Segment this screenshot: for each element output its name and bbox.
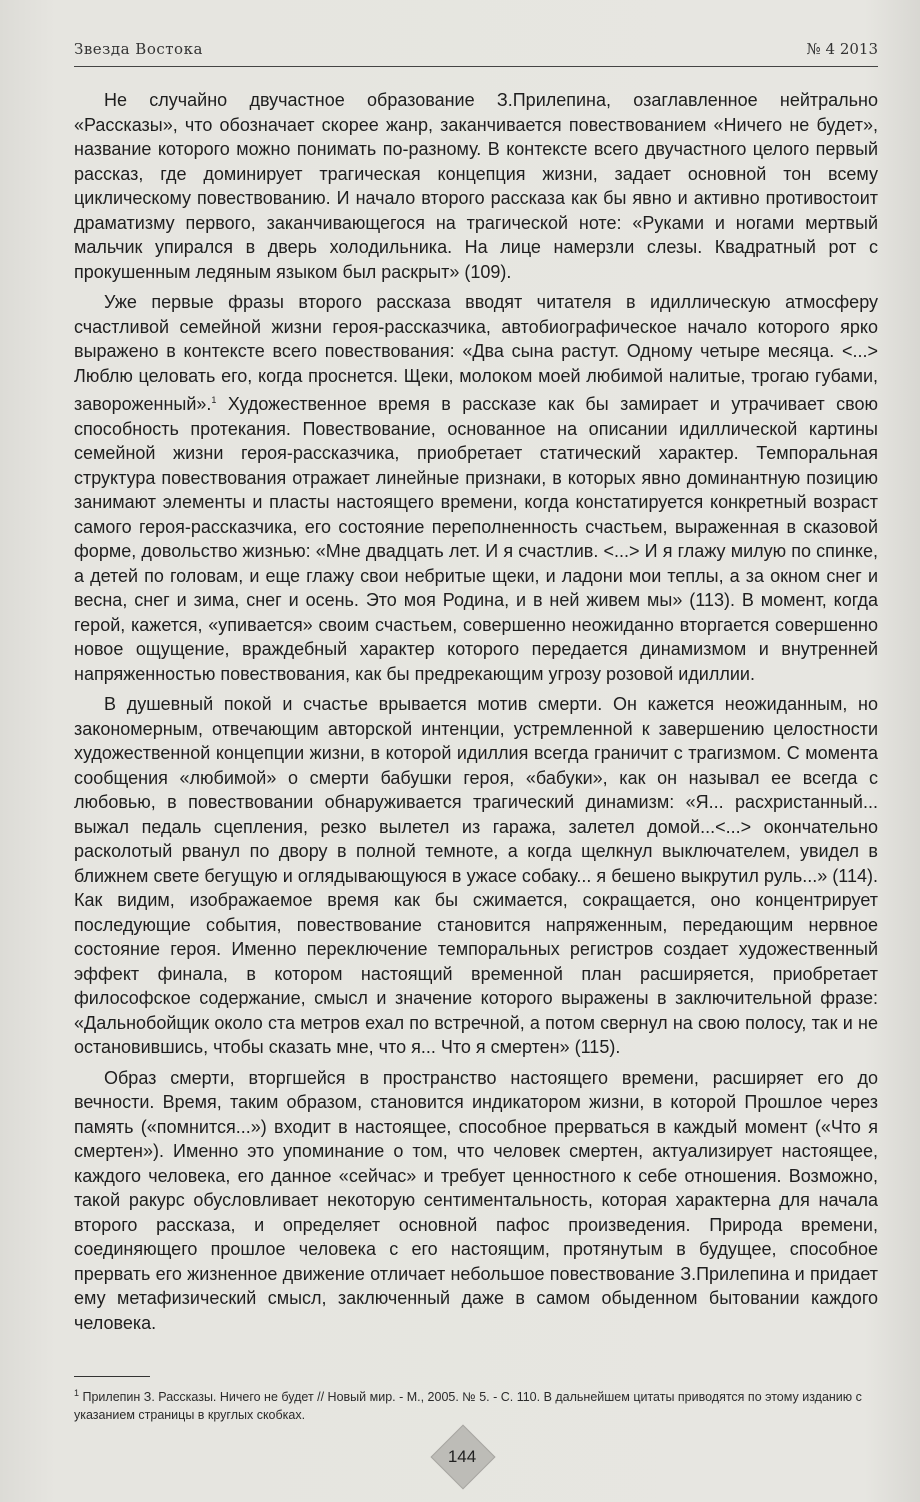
- running-header: [74, 38, 878, 67]
- footnote-reference: 1: [211, 395, 217, 405]
- paragraph: Не случайно двучастное образование З.Прилепина, озаглавленное нейтрально «Рассказы», что обозначает скорее жанр, заканчивается повествованием «Ничего не будет», название которого можно понимать по-разному. В контексте всего двучастного целого первый рассказ, где доминирует трагическая концепция жизни, задает основной тон всему циклическому повествованию. И начало второго рассказа как бы явно и активно противостоит драматизму первого, заканчивающегося на трагической ноте: «Руками и ногами мертвый мальчик упирался в дверь холодильника. На лице намерзли слезы. Квадратный рот с прокушенным ледяным языком был раскрыт» (109).: [74, 90, 878, 282]
- article-body: [74, 88, 878, 1341]
- footnote: [74, 1384, 878, 1424]
- paragraph: [74, 290, 878, 686]
- footnote-text: Прилепин З. Рассказы. Ничего не будет // Новый мир. - М., 2005. № 5. - С. 110. В дальнейшем цитаты приводятся по этому изданию с указанием страницы в круглых скобках.: [74, 1390, 862, 1423]
- journal-title: Звезда Востока: [74, 40, 203, 58]
- page-number: [433, 1438, 491, 1476]
- page-number-text: 144: [447, 1447, 477, 1466]
- paragraph-text: Художественное время в рассказе как бы замирает и утрачивает свою способность протекания. Повествование, основанное на описании идиллической картины семейной жизни героя-рассказчика, приобретает статический характер. Темпоральная структура повествования отражает линейные признаки, в которых явно доминантную позицию занимают элементы и пласты настоящего времени, когда констатируется конкретный возраст самого героя-рассказчика, его состояние переполненность счастьем, выраженная в сказовой форме, довольство жизнью: «Мне двадцать лет. И я счастлив. <...> И я глажу милую по спинке, а детей по головам, и еще глажу свои небритые щеки, и ладони мои теплы, а за окном снег и весна, снег и зима, снег и осень. Это моя Родина, и в ней живем мы» (113). В момент, когда герой, кажется, «упивается» своим счастьем, совершенно неожиданно вторгается совершенно новое ощущение, враждебный характер которого передается динамизмом и внутренней напряженностью повествования, как бы предрекающим угрозу розовой идиллии.: [74, 394, 878, 684]
- paragraph: Образ смерти, вторгшейся в пространство настоящего времени, расширяет его до вечности. Время, таким образом, становится индикатором жизни, в которой Прошлое через память («помнится...») входит в настоящее, способное прерваться в каждый момент («Что я смертен»). Именно это упоминание о том, что человек смертен, актуализирует настоящее, каждого человека, его данное «сейчас» и требует ценностного к себе отношения. Возможно, такой ракурс обусловливает некоторую сентиментальность, которая характерна для начала второго рассказа, и определяет основной пафос произведения. Природа времени, соединяющего прошлое человека с его настоящим, протянутым в будущее, способное прервать его жизненное движение отличает небольшое повествование З.Прилепина и придает ему метафизический смысл, заключенный даже в самом обыденном бытовании каждого человека.: [74, 1067, 878, 1333]
- footnote-divider: [74, 1376, 150, 1377]
- paragraph: В душевный покой и счастье врывается мотив смерти. Он кажется неожиданным, но закономерным, отвечающим авторской интенции, устремленной к завершению целостности художественной концепции жизни, в которой идиллия всегда граничит с трагизмом. С момента сообщения «любимой» о смерти бабушки героя, «бабуки», как он называл ее всегда с любовью, в повествовании обнаруживается трагический динамизм: «Я... расхристанный... выжал педаль сцепления, резко вылетел из гаража, залетел домой...<...> окончательно расколотый рванул по двору в полной темноте, а когда щелкнул выключателем, увидел в ближнем свете бегущую и оглядывающуюся в ужасе собаку... я бешено выкрутил руль...» (114). Как видим, изображаемое время как бы сжимается, сокращается, оно концентрирует последующие события, повествование становится напряженным, передающим нервное состояние героя. Именно переключение темпоральных регистров создает художественный эффект финала, в котором настоящий временной план расширяется, приобретает философское содержание, смысл и значение которого выражены в заключительной фразе: «Дальнобойщик около ста метров ехал по встречной, а потом свернул на свою полосу, так и не остановившись, чтобы сказать мне, что я... Что я смертен» (115).: [74, 694, 878, 1057]
- issue-number: № 4 2013: [806, 40, 878, 58]
- footnote-marker: 1: [74, 1388, 80, 1398]
- paragraph-text: Уже первые фразы второго рассказа вводят читателя в идиллическую атмосферу счастливой семейной жизни героя-рассказчика, автобиографическое начало которого ярко выражено в контексте всего повествования: «Два сына растут. Одному четыре месяца. <...> Люблю целовать его, когда проснется. Щеки, молоком моей любимой налитые, трогаю губами, завороженный».: [74, 292, 878, 414]
